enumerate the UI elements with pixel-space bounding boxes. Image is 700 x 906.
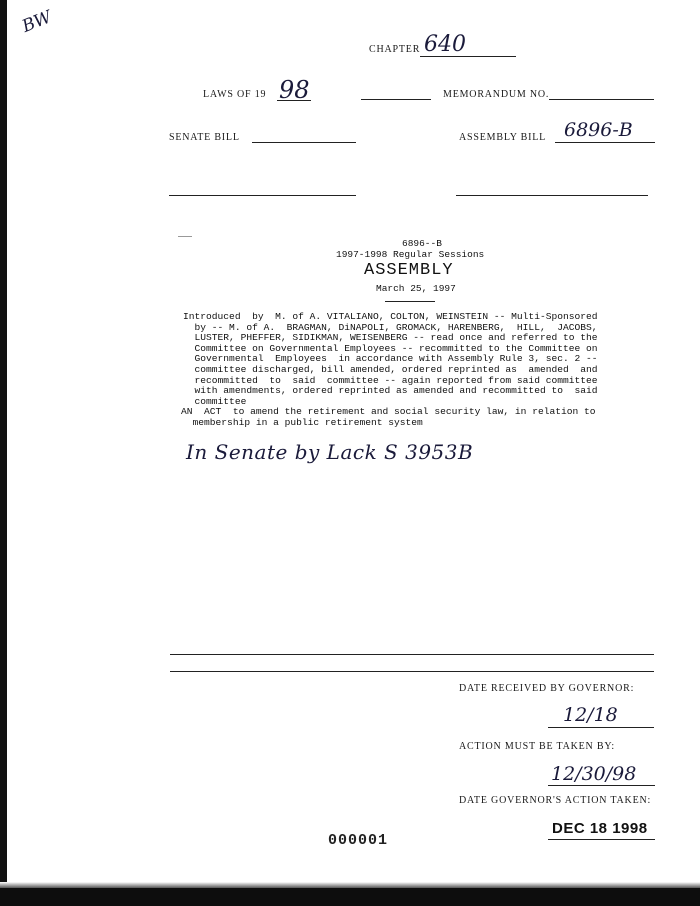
handwritten-senate-note: In Senate by Lack S 3953B: [186, 440, 474, 464]
bill-date: March 25, 1997: [376, 283, 456, 294]
senate-bill-field: [252, 142, 356, 143]
act-line: membership in a public retirement system: [181, 416, 423, 428]
assembly-bill-number: 6896-B: [564, 119, 633, 141]
action-deadline-value: 12/30/98: [551, 763, 637, 785]
assembly-bill-label: ASSEMBLY BILL: [459, 132, 547, 143]
action-deadline-label: ACTION MUST BE TAKEN BY:: [459, 741, 616, 752]
laws-label: LAWS OF 19: [203, 89, 267, 100]
bill-session: 1997-1998 Regular Sessions: [336, 249, 485, 260]
introduction-paragraph: [183, 312, 678, 407]
intro-line: Committee on Governmental Employees -- recommitted to the Committee on: [183, 342, 598, 354]
blank-line-left: [169, 195, 356, 196]
scan-bottom-edge: [0, 888, 700, 906]
intro-line: committee: [183, 395, 247, 407]
date-received-label: DATE RECEIVED BY GOVERNOR:: [459, 683, 635, 694]
action-taken-stamp: DEC 18 1998: [552, 820, 648, 837]
title-rule: [385, 301, 435, 302]
bill-number: 6896--B: [402, 238, 442, 249]
senate-bill-label: SENATE BILL: [169, 132, 240, 143]
action-taken-field: [548, 839, 655, 840]
act-title: [181, 407, 681, 428]
date-received-value: 12/18: [563, 704, 618, 726]
action-deadline-field: [548, 785, 655, 786]
corner-initials: BW: [19, 7, 55, 37]
intro-line: committee discharged, bill amended, ordered reprinted as amended and: [183, 363, 598, 375]
stray-mark: [178, 236, 192, 237]
chapter-label: CHAPTER: [369, 44, 421, 55]
intro-line: Introduced by M. of A. VITALIANO, COLTON, WEINSTEIN -- Multi-Sponsored: [183, 311, 598, 322]
memorandum-label: MEMORANDUM NO.: [443, 89, 550, 100]
chapter-number: 640: [424, 32, 466, 57]
memorandum-field: [549, 99, 654, 100]
assembly-bill-field: [555, 142, 655, 143]
intro-line: Governmental Employees in accordance with Assembly Rule 3, sec. 2 --: [183, 353, 598, 365]
intro-line: with amendments, ordered reprinted as amended and recommitted to said: [183, 385, 598, 397]
intro-line: LUSTER, PHEFFER, SIDIKMAN, WEISENBERG -- read once and referred to the: [183, 332, 598, 344]
footer-rule-1: [170, 654, 654, 655]
intro-line: recommitted to said committee -- again reported from said committee: [183, 374, 598, 386]
laws-year: 98: [279, 76, 310, 104]
page-number: 000001: [328, 832, 389, 849]
intro-line: by -- M. of A. BRAGMAN, DiNAPOLI, GROMACK, HARENBERG, HILL, JACOBS,: [183, 321, 598, 333]
chamber-title: ASSEMBLY: [364, 261, 454, 280]
date-received-field: [548, 727, 654, 728]
footer-rule-2: [170, 671, 654, 672]
blank-line-right: [456, 195, 648, 196]
act-line: AN ACT to amend the retirement and social security law, in relation to: [181, 406, 596, 417]
action-taken-label: DATE GOVERNOR'S ACTION TAKEN:: [459, 795, 652, 806]
laws-extra-blank: [361, 99, 431, 100]
scan-left-edge: [0, 0, 7, 906]
